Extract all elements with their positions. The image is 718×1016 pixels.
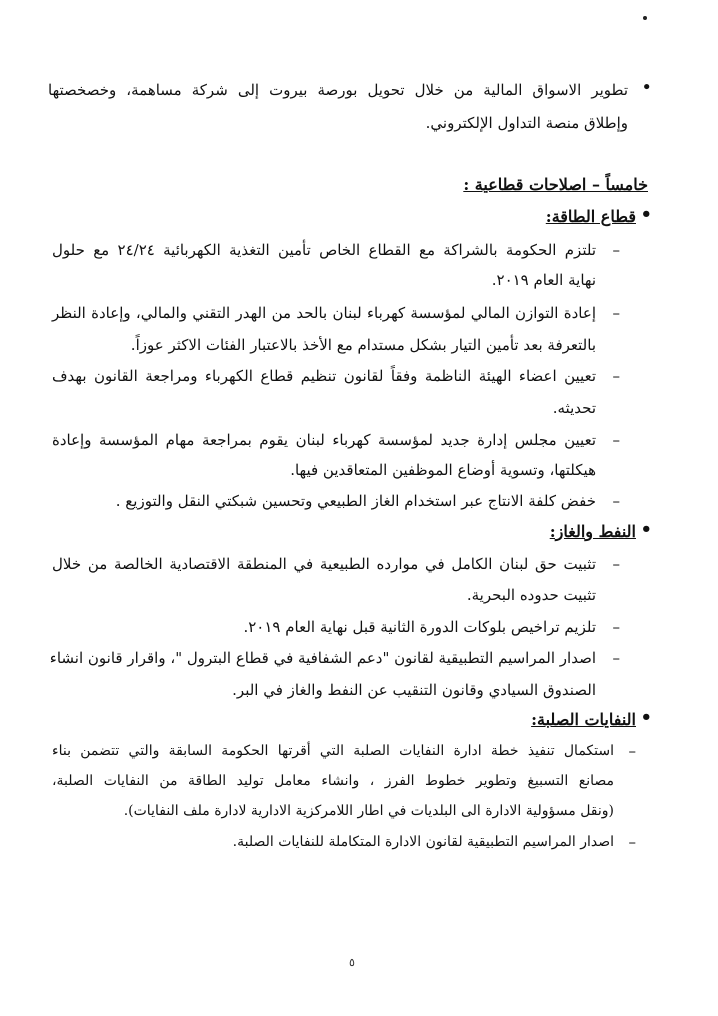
energy-item-5-text-1: خفض كلفة الانتاج عبر استخدام الغاز الطبيعي وتحسين شبكتي النقل والتوزيع . [115,492,596,510]
dash-marker: – [628,742,636,760]
oil-gas-item-3-text-1: اصدار المراسيم التطبيقية لقانون "دعم الشفافية في قطاع البترول "، واقرار قانون انشاء [49,649,596,667]
bullet-icon: • [640,519,652,540]
intro-text-line-2: وإطلاق منصة التداول الإلكتروني. [425,114,628,132]
oil-gas-item-1-text-2: تثبيت حدوده البحرية. [466,586,596,604]
oil-gas-item-2-text-1: تلزيم تراخيص بلوكات الدورة الثانية قبل نهاية العام ٢٠١٩. [243,618,596,636]
solid-waste-heading-text: النفايات الصلبة: [531,710,636,729]
dash-marker: – [628,833,636,851]
dash-marker: – [612,241,620,259]
dash-marker: – [612,431,620,449]
oil-gas-item-1-text-1: تثبيت حق لبنان الكامل في موارده الطبيعية في المنطقة الاقتصادية الخالصة من خلال [52,555,596,573]
solid-waste-item-1-text-1: استكمال تنفيذ خطة ادارة النفايات الصلبة التي أقرتها الحكومة السابقة والتي تتضمن بناء [52,743,614,759]
corner-dot-mark [643,16,647,20]
energy-item-3-text-2: تحديثه. [552,399,596,417]
intro-text-line-1: تطوير الاسواق المالية من خلال تحويل بورصة بيروت إلى شركة مساهمة، وخصخصتها [48,81,628,99]
energy-item-4-text-2: هيكلتها، وتسوية أوضاع الموظفين المتعاقدين فيها. [290,461,596,479]
bullet-icon: • [640,707,652,728]
energy-item-2-text-2: بالتعرفة بعد تأمين التيار بشكل مستدام مع الأخذ بالاعتبار الفئات الاكثر عوزاً. [130,336,596,354]
energy-heading-text: قطاع الطاقة: [545,207,636,226]
energy-item-4-text-1: تعيين مجلس إدارة جديد لمؤسسة كهرباء لبنان يقوم بمراجعة مهام المؤسسة وإعادة [52,431,596,449]
dash-marker: – [612,304,620,322]
dash-marker: – [612,555,620,573]
solid-waste-item-1-text-2: مصانع التسبيغ وتطوير خطوط الفرز ، وانشاء معامل توليد الطاقة من النفايات الصلبة، [52,773,614,789]
oil-gas-heading-text: النفط والغاز: [549,522,636,541]
section-heading-text: خامساً – اصلاحات قطاعية : [463,175,648,194]
dash-marker: – [612,367,620,385]
solid-waste-item-2-text-1: اصدار المراسيم التطبيقية لقانون الادارة المتكاملة للنفايات الصلبة. [232,834,614,850]
oil-gas-item-3-text-2: الصندوق السيادي وقانون التنقيب عن النفط والغاز في البر. [232,681,596,699]
energy-item-2-text-1: إعادة التوازن المالي لمؤسسة كهرباء لبنان بالحد من الهدر التقني والمالي، وإعادة النظر [52,304,596,322]
bullet-icon: • [641,77,652,98]
page-number: ٥ [349,956,355,969]
dash-marker: – [612,649,620,667]
bullet-icon: • [640,204,652,225]
solid-waste-item-1-text-3: (ونقل مسؤولية الادارة الى البلديات في اطار اللامركزية الادارية لادارة ملف النفايات). [123,803,614,819]
energy-item-1-text-2: نهاية العام ٢٠١٩. [491,271,596,289]
dash-marker: – [612,492,620,510]
dash-marker: – [612,618,620,636]
energy-item-3-text-1: تعيين اعضاء الهيئة الناظمة وفقاً لقانون تنظيم قطاع الكهرباء ومراجعة القانون بهدف [52,367,596,385]
energy-item-1-text-1: تلتزم الحكومة بالشراكة مع القطاع الخاص تأمين التغذية الكهربائية ٢٤/٢٤ مع حلول [52,241,596,259]
